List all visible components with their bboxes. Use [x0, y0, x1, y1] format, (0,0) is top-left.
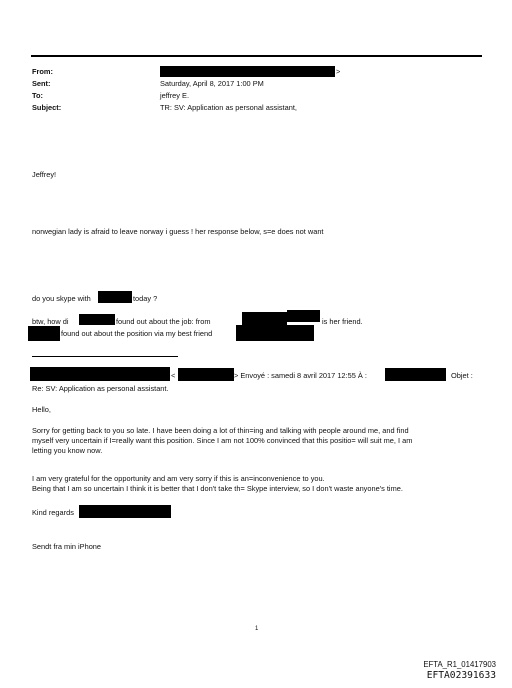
- found-line: found out about the position via my best friend: [61, 329, 213, 338]
- redaction-box: [236, 325, 314, 341]
- redaction-box: [98, 291, 132, 303]
- redaction-box: [79, 505, 171, 518]
- kind-regards: Kind regards: [32, 508, 74, 517]
- body-line-1: norwegian lady is afraid to leave norway i guess ! her response below, s=e does not want: [32, 227, 324, 236]
- from-label: From:: [32, 67, 53, 76]
- sent-value: Saturday, April 8, 2017 1:00 PM: [160, 79, 264, 88]
- quote-separator: [32, 356, 178, 357]
- sent-label: Sent:: [32, 79, 51, 88]
- redaction-box: [160, 66, 335, 77]
- quoted-paragraph-1: [32, 426, 412, 457]
- quoted-paragraph-2: [32, 474, 403, 494]
- paragraph-line: letting you know now.: [32, 446, 103, 456]
- envoye-line: > Envoyé : samedi 8 avril 2017 12:55 À :: [234, 371, 367, 380]
- redaction-box: [242, 312, 287, 326]
- paragraph-line: myself very uncertain if I=really want this position. Since I am not 100% convinced that this positio= will suit me, I am: [32, 436, 413, 446]
- paragraph-line: I am very grateful for the opportunity and am very sorry if this is an=inconvenience to you.: [32, 474, 325, 483]
- redaction-box: [79, 314, 115, 325]
- paragraph-line: Sorry for getting back to you so late. I have been doing a lot of thin=ing and talking with people around me, and find: [32, 426, 409, 435]
- skype-line-start: do you skype with: [32, 294, 91, 303]
- subject-value: TR: SV: Application as personal assistant,: [160, 103, 297, 112]
- from-suffix: >: [336, 67, 341, 76]
- btw-line-start: btw, how di: [32, 317, 69, 326]
- header-top-rule: [31, 55, 482, 57]
- paragraph-line: Being that I am so uncertain I think it is better that I don't take th= Skype interview, so I don't waste anyone's time.: [32, 484, 403, 494]
- subject-label: Subject:: [32, 103, 62, 112]
- quoted-subject: Re: SV: Application as personal assistant.: [32, 384, 169, 393]
- redaction-box: [385, 368, 446, 381]
- redaction-box: [287, 310, 320, 322]
- sent-from-line: Sendt fra min iPhone: [32, 542, 102, 551]
- bates-number-2: EFTA02391633: [426, 670, 496, 681]
- redaction-box: [30, 367, 170, 381]
- bates-number-1: EFTA_R1_01417903: [423, 660, 496, 669]
- quoted-hello: Hello,: [32, 405, 51, 414]
- greeting: Jeffrey!: [32, 170, 57, 179]
- to-label: To:: [32, 91, 43, 100]
- btw-line-middle: found out about the job: from: [116, 317, 211, 326]
- redaction-box: [178, 368, 234, 381]
- redaction-box: [28, 326, 60, 341]
- envoye-prefix: <: [171, 371, 176, 380]
- to-value: jeffrey E.: [160, 91, 190, 100]
- page-number: 1: [255, 626, 259, 632]
- skype-line-end: today ?: [133, 294, 158, 303]
- btw-line-end: is her friend.: [322, 317, 363, 326]
- objet-label: Objet :: [451, 371, 473, 380]
